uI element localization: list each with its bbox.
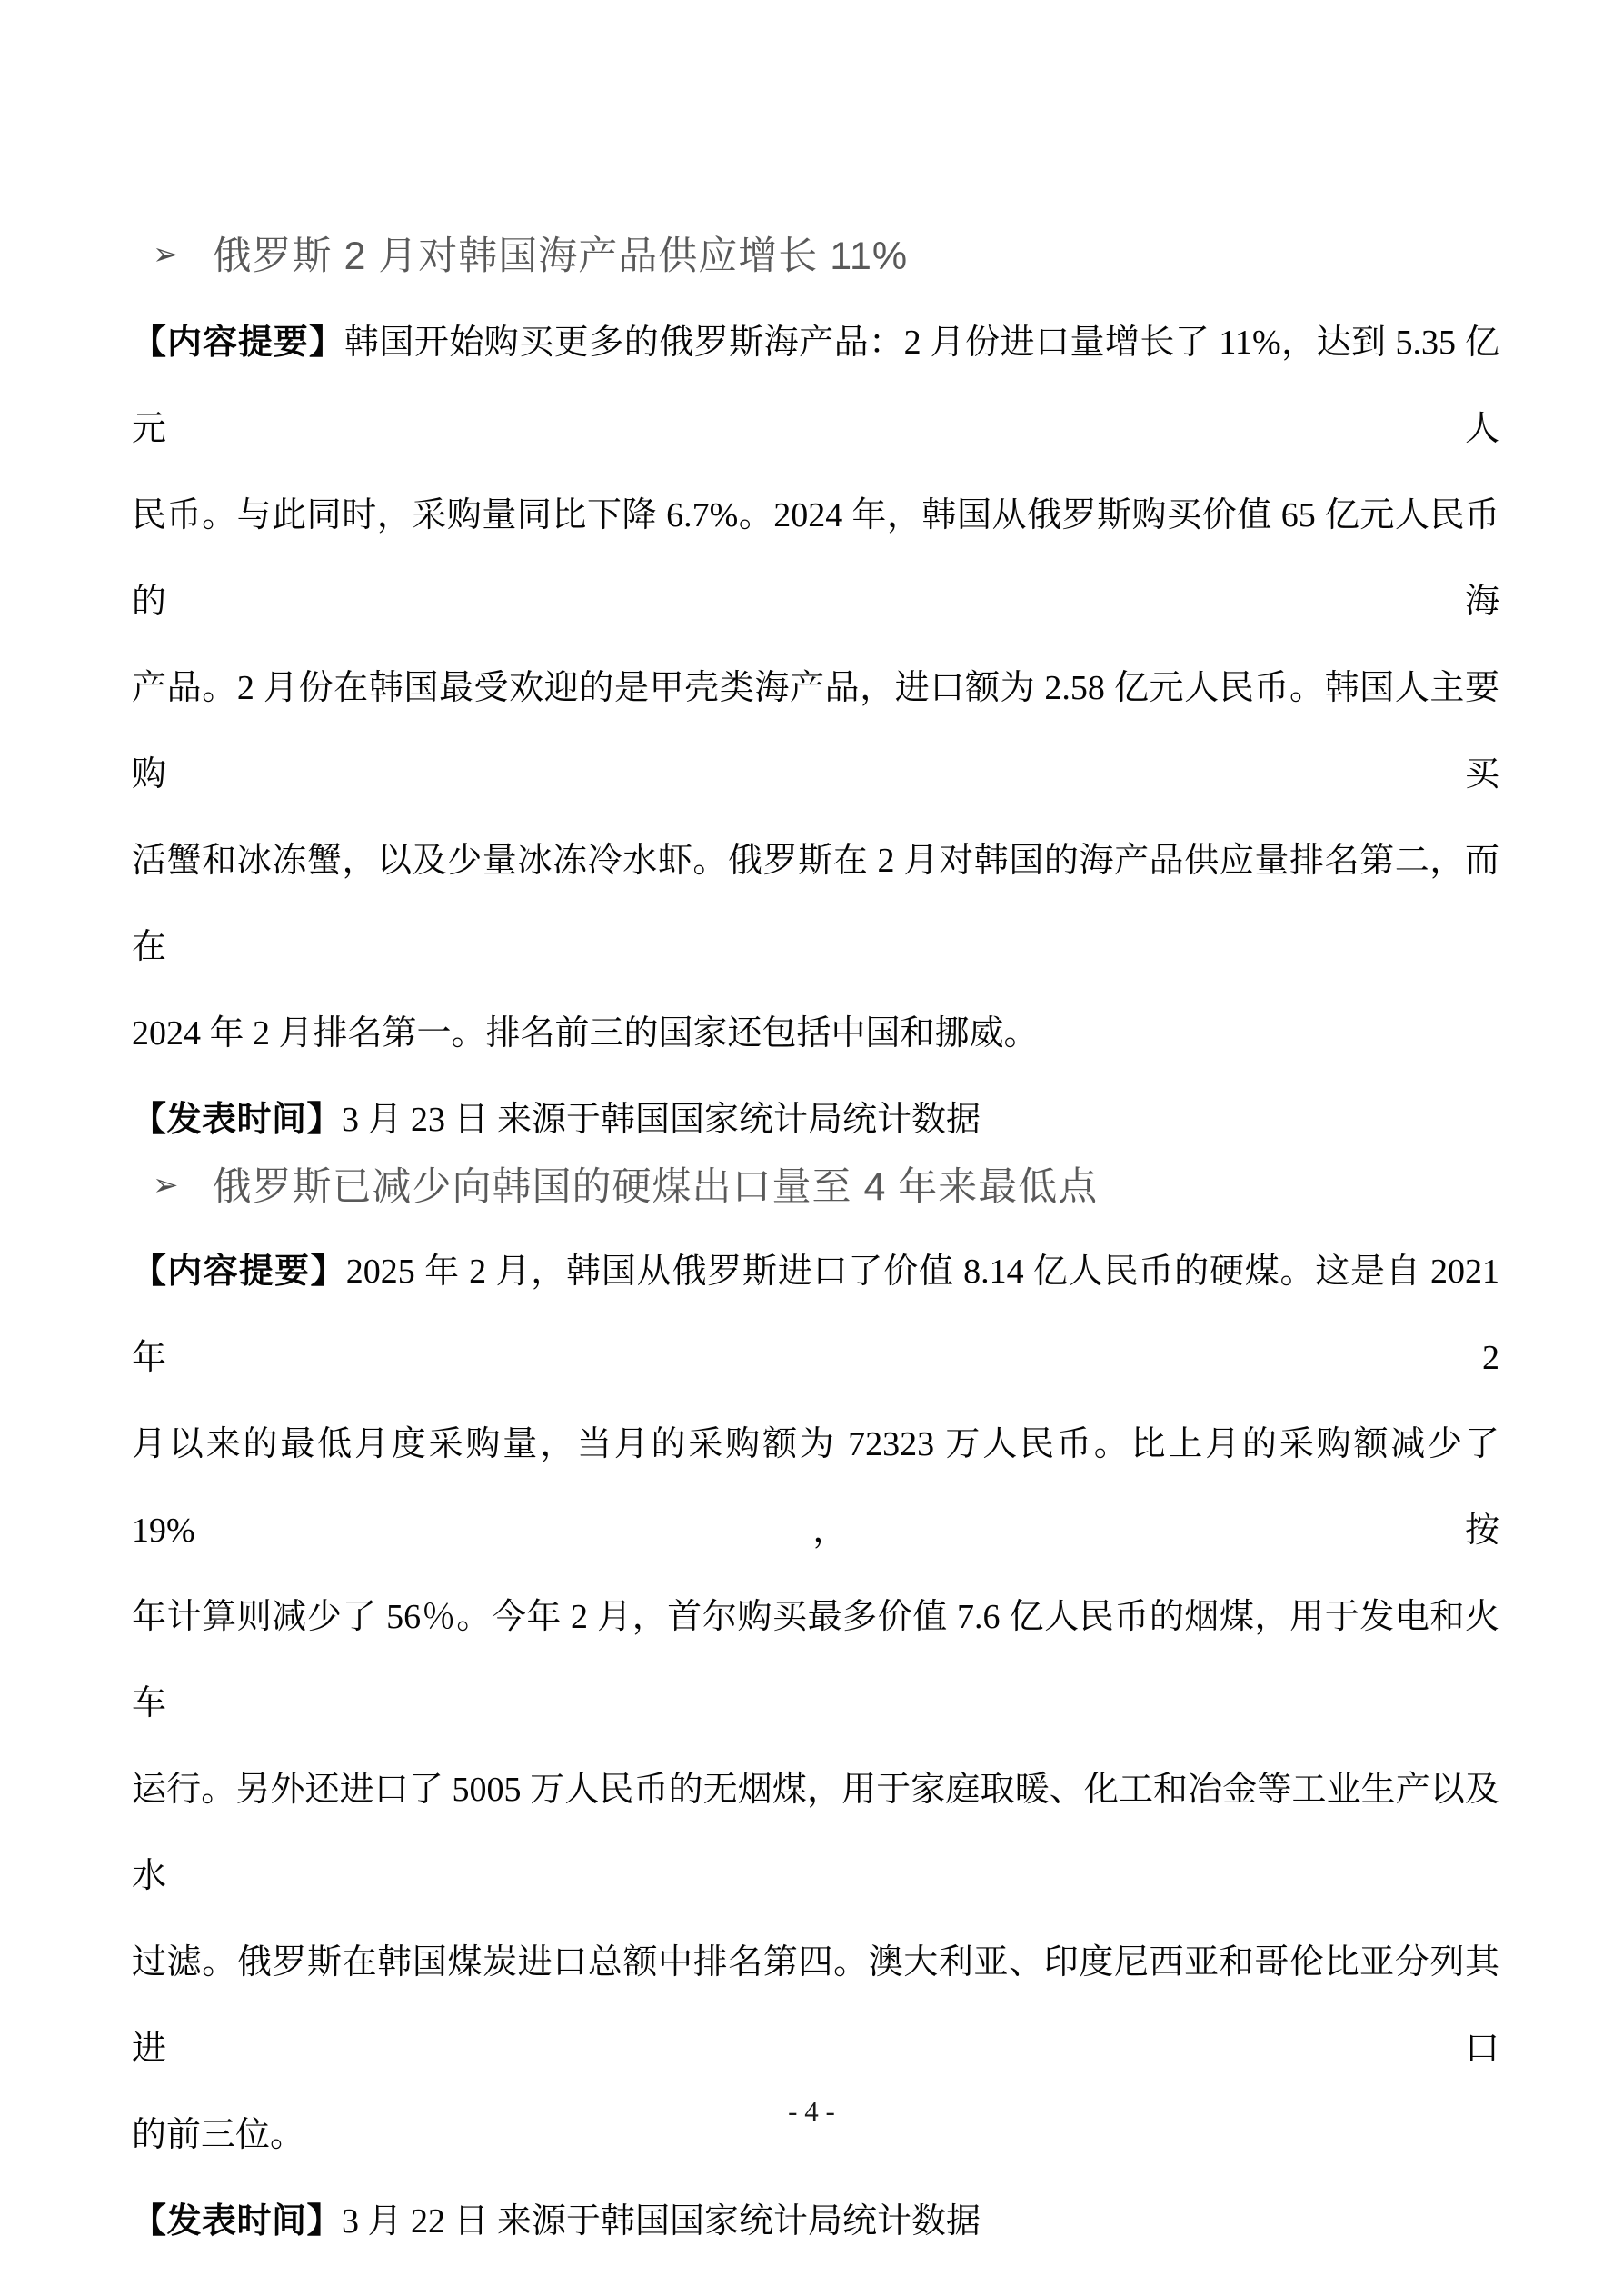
publish-line [132, 2179, 1499, 2265]
body-line: 月以来的最低月度采购量，当月的采购额为 72323 万人民币。比上月的采购额减少了 19%，按 [132, 1425, 1499, 1550]
section-1-heading [153, 225, 908, 281]
summary-label: 【内容提要】 [132, 1253, 346, 1291]
section-1-heading-text: 俄罗斯 2 月对韩国海产品供应增长 11% [212, 235, 909, 278]
body-line: 的前三位。 [132, 2116, 305, 2154]
arrow-bullet-icon: ➢ [153, 1167, 180, 1203]
arrow-bullet-icon: ➢ [153, 236, 180, 272]
body-line [132, 1229, 1499, 1402]
body-line: 运行。另外还进口了 5005 万人民币的无烟煤，用于家庭取暖、化工和冶金等工业生产以及水 [132, 1771, 1499, 1895]
section-2-heading [153, 1156, 1098, 1212]
body-line: 民币。与此同时，采购量同比下降 6.7%。2024 年，韩国从俄罗斯购买价值 65 亿元人民币的海 [132, 496, 1499, 621]
section-1-body [132, 300, 1499, 1163]
body-line: 过滤。俄罗斯在韩国煤炭进口总额中排名第四。澳大利亚、印度尼西亚和哥伦比亚分列其进口 [132, 1943, 1499, 2068]
body-line: 年计算则减少了 56％。今年 2 月，首尔购买最多价值 7.6 亿人民币的烟煤，用于发电和火车 [132, 1598, 1499, 1722]
body-line: 活蟹和冰冻蟹，以及少量冰冻冷水虾。俄罗斯在 2 月对韩国的海产品供应量排名第二，而在 [132, 842, 1499, 966]
publish-label: 【发表时间】 [132, 2202, 343, 2241]
body-line: 产品。2 月份在韩国最受欢迎的是甲壳类海产品，进口额为 2.58 亿元人民币。韩国人主要购买 [132, 669, 1499, 794]
section-2-heading-text: 俄罗斯已减少向韩国的硬煤出口量至 4 年来最低点 [212, 1165, 1099, 1209]
summary-label: 【内容提要】 [132, 324, 344, 362]
publish-label: 【发表时间】 [132, 1101, 343, 1139]
body-line: 2024 年 2 月排名第一。排名前三的国家还包括中国和挪威。 [132, 1014, 1039, 1053]
publish-text: 3 月 23 日 来源于韩国国家统计局统计数据 [342, 1101, 981, 1139]
body-text: 韩国开始购买更多的俄罗斯海产品：2 月份进口量增长了 11%，达到 5.35 亿元人 [132, 324, 1499, 448]
body-text: 2025 年 2 月，韩国从俄罗斯进口了价值 8.14 亿人民币的硬煤。这是自 2021 年 2 [132, 1253, 1499, 1377]
publish-line [132, 1077, 1499, 1163]
publish-text: 3 月 22 日 来源于韩国国家统计局统计数据 [342, 2202, 981, 2241]
body-line [132, 300, 1499, 473]
page-number: - 4 - [788, 2095, 835, 2127]
